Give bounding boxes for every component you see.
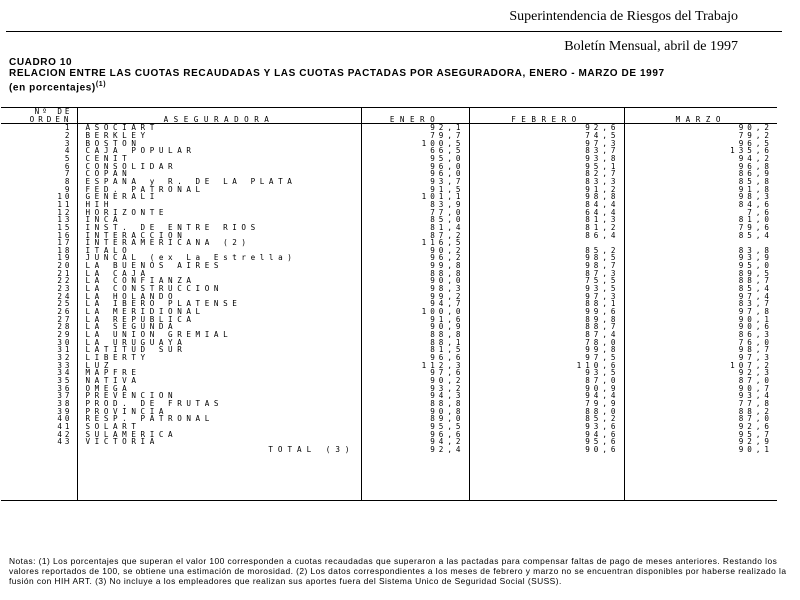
table-row [1,431,777,439]
total-marzo: 90,1 [624,446,777,454]
table-row [1,308,777,316]
row-number: 8 [64,177,73,186]
row-number: 26 [57,308,73,316]
table-row [1,170,777,178]
value-febrero: 95,1 [469,163,624,171]
value-marzo: 92,6 [624,423,777,431]
row-number: 34 [57,369,73,377]
table-row [1,285,777,293]
value-marzo: 98,3 [624,193,777,201]
cuadro-number: CUADRO 10 [9,57,73,68]
value-marzo: 93,9 [624,254,777,262]
insurer-name: ASOCIART [77,124,361,132]
value-marzo: 135,6 [624,147,777,155]
row-number: 27 [57,315,73,324]
value-marzo: 107,2 [624,362,777,370]
table-row [1,354,777,362]
insurer-name: HORIZONTE [77,209,361,217]
value-marzo: 79,6 [624,224,777,232]
value-febrero: 91,2 [469,186,624,194]
value-marzo: 97,8 [624,308,777,316]
value-febrero: 88,1 [469,300,624,308]
value-marzo: 93,4 [624,392,777,400]
table-row [1,316,777,324]
value-febrero: 85,2 [469,415,624,423]
value-enero: 96,6 [361,354,469,362]
table-body [1,124,777,500]
value-febrero [469,239,624,247]
col-orden-top: Nº DE [34,107,73,116]
value-enero: 100,5 [361,140,469,148]
value-marzo: 94,2 [624,155,777,163]
value-febrero: 89,8 [469,316,624,324]
table-row [1,193,777,201]
value-marzo: 98,7 [624,346,777,354]
org-title: Superintendencia de Riesgos del Trabajo [509,9,738,24]
table-row [1,408,777,416]
value-enero: 99,2 [361,293,469,301]
table-row [1,293,777,301]
value-marzo: 88,7 [624,277,777,285]
value-marzo: 7,6 [624,209,777,217]
value-enero: 94,3 [361,392,469,400]
insurer-name: PROD. DE FRUTAS [77,400,361,408]
value-enero: 88,8 [361,331,469,339]
value-enero: 88,1 [361,339,469,347]
value-febrero: 93,8 [469,155,624,163]
row-number: 35 [57,376,73,385]
value-febrero: 98,8 [469,193,624,201]
value-febrero: 84,4 [469,201,624,209]
value-febrero: 75,5 [469,277,624,285]
table-row [1,124,777,132]
row-number: 28 [57,323,73,332]
row-number: 2 [64,131,73,140]
value-marzo: 95,0 [624,262,777,270]
value-marzo: 83,8 [624,247,777,255]
table-row [1,270,777,278]
insurer-name: SULAMERICA [77,431,361,439]
value-enero: 66,5 [361,147,469,155]
table-footer-space [1,454,777,501]
value-marzo: 95,7 [624,431,777,439]
table-row [1,209,777,217]
value-enero: 93,2 [361,385,469,393]
insurer-name: NATIVA [77,377,361,385]
insurer-name: SOLART [77,423,361,431]
value-marzo: 77,8 [624,400,777,408]
value-febrero: 92,6 [469,124,624,132]
header-rule [6,31,782,32]
value-enero: 112,3 [361,362,469,370]
insurer-name: LA MERIDIONAL [77,308,361,316]
table-row [1,232,777,240]
total-spacer [1,446,77,454]
value-marzo: 90,6 [624,323,777,331]
table-row [1,377,777,385]
value-marzo: 96,8 [624,163,777,171]
table-row [1,247,777,255]
row-number: 20 [57,262,73,270]
value-febrero: 97,3 [469,293,624,301]
value-marzo: 85,8 [624,178,777,186]
table-row [1,239,777,247]
value-febrero: 81,2 [469,224,624,232]
value-febrero: 83,3 [469,178,624,186]
insurer-name: CONSOLIDAR [77,163,361,171]
value-febrero: 86,4 [469,232,624,240]
table-row [1,362,777,370]
value-marzo: 90,2 [624,124,777,132]
table-row [1,147,777,155]
table-row [1,140,777,148]
insurer-name: PROVINCIA [77,408,361,416]
insurer-name: ESPAÑA y R. DE LA PLATA [77,178,361,186]
value-enero: 94,2 [361,438,469,446]
row-number: 33 [57,361,73,370]
value-marzo: 76,0 [624,339,777,347]
insurer-name: LUZ [77,362,361,370]
insurer-name: BOSTON [77,140,361,148]
table-row [1,331,777,339]
table-row [1,277,777,285]
table-row [1,385,777,393]
value-marzo: 92,3 [624,369,777,377]
value-enero: 90,9 [361,323,469,331]
value-enero: 77,0 [361,209,469,217]
bulletin-title: Boletín Mensual, abril de 1997 [564,39,738,54]
row-number: 12 [57,208,73,217]
insurer-name: HIH [77,201,361,209]
insurer-name: PREVENCION [77,392,361,400]
value-enero: 98,3 [361,285,469,293]
table-row [1,216,777,224]
table-row [1,201,777,209]
notes: Notas: (1) Los porcentajes que superan el valor 100 corresponden a cuotas recaudadas que superaron a las pactadas para compensar faltas de pago de meses anteriores. Restando los valores reportados de 100, se obtiene una estimación de morosidad. (2) Los datos correspondientes a los meses de febrero y marzo no se encuentran disponibles por haberse realizado la fusión con HIH ART. (3) No incluye a los empleadores que realizan sus aportes fuera del Sistema Unico de Seguridad Social (SUSS). [9,556,787,586]
table-row [1,132,777,140]
row-number: 5 [64,154,73,163]
value-febrero: 99,6 [469,308,624,316]
value-enero: 92,1 [361,124,469,132]
cuadro-title: RELACION ENTRE LAS CUOTAS RECAUDADAS Y LAS CUOTAS PACTADAS POR ASEGURADORA, ENERO - MARZO DE 1997 [9,68,665,79]
value-marzo: 84,6 [624,201,777,209]
total-row [1,446,777,454]
data-table [1,107,777,501]
value-febrero: 83,7 [469,147,624,155]
row-number: 6 [64,162,73,171]
row-number: 29 [57,331,73,339]
value-marzo: 90,1 [624,316,777,324]
row-number: 39 [57,407,73,416]
total-label: TOTAL (3) [77,446,361,454]
table-row [1,369,777,377]
insurer-name: LA SEGUNDA [77,323,361,331]
row-number: 21 [57,269,73,278]
insurer-name: LA URUGUAYA [77,339,361,347]
value-febrero: 81,3 [469,216,624,224]
value-enero: 87,2 [361,232,469,240]
row-number: 3 [64,139,73,148]
row-number: 30 [57,338,73,347]
col-enero: ENERO [361,116,469,124]
row-number: 36 [57,384,73,393]
value-marzo [624,239,777,247]
value-enero: 100,0 [361,308,469,316]
insurer-name: LA BUENOS AIRES [77,262,361,270]
insurer-name: COPAN [77,170,361,178]
value-febrero: 98,5 [469,254,624,262]
total-enero: 92,4 [361,446,469,454]
value-enero: 91,6 [361,316,469,324]
value-marzo: 91,8 [624,186,777,194]
value-enero: 79,7 [361,132,469,140]
row-number: 9 [64,185,73,194]
row-number: 37 [57,392,73,400]
row-number: 24 [57,292,73,301]
value-enero: 81,5 [361,346,469,354]
table-row [1,400,777,408]
col-marzo: MARZO [624,116,777,124]
insurer-name: LIBERTY [77,354,361,362]
insurer-name: INCA [77,216,361,224]
insurer-name: VICTORIA [77,438,361,446]
value-marzo: 92,9 [624,438,777,446]
insurer-name: LA CONSTRUCCION [77,285,361,293]
insurer-name: INTERAMERICANA (2) [77,239,361,247]
value-enero: 96,2 [361,254,469,262]
value-enero: 96,6 [361,431,469,439]
table-row [1,155,777,163]
row-number: 18 [57,246,73,255]
value-marzo: 88,2 [624,408,777,416]
table-row [1,300,777,308]
value-febrero: 97,5 [469,354,624,362]
cuadro-unit: (en porcentajes) [9,82,96,94]
insurer-name: LA UNION GREMIAL [77,331,361,339]
value-marzo: 87,0 [624,377,777,385]
value-enero: 99,8 [361,262,469,270]
cuadro-unit-line [9,79,665,93]
row-number: 40 [57,415,73,423]
row-number: 32 [57,354,73,362]
value-enero: 90,2 [361,247,469,255]
value-marzo: 97,4 [624,293,777,301]
value-febrero: 93,5 [469,369,624,377]
insurer-name: LA CAJA [77,270,361,278]
row-number: 23 [57,285,73,293]
value-febrero: 95,6 [469,438,624,446]
col-orden: ORDEN [1,116,77,124]
row-number: 13 [57,216,73,224]
insurer-name: LA IBERO PLATENSE [77,300,361,308]
table-row [1,186,777,194]
insurer-name: OMEGA [77,385,361,393]
value-enero: 89,0 [361,415,469,423]
value-enero: 96,0 [361,170,469,178]
insurer-name: CAJA POPULAR [77,147,361,155]
row-number: 43 [57,438,73,446]
insurer-name: CENIT [77,155,361,163]
table-row [1,392,777,400]
row-number: 19 [57,254,73,263]
value-febrero: 99,8 [469,346,624,354]
value-febrero: 79,9 [469,400,624,408]
value-marzo: 90,7 [624,385,777,393]
insurer-name: FED. PATRONAL [77,186,361,194]
value-marzo: 85,4 [624,285,777,293]
table-row [1,339,777,347]
value-enero: 91,5 [361,186,469,194]
row-number: 41 [57,422,73,431]
value-enero: 95,5 [361,423,469,431]
total-febrero: 90,6 [469,446,624,454]
row-number: 17 [57,239,73,247]
value-marzo: 85,4 [624,232,777,240]
row-number: 7 [64,170,73,178]
table-row [1,323,777,331]
value-febrero: 87,3 [469,270,624,278]
table-row [1,438,777,446]
row-number: 25 [57,300,73,309]
value-enero: 88,8 [361,400,469,408]
value-enero: 93,7 [361,178,469,186]
insurer-name: LA REPUBLICA [77,316,361,324]
value-marzo: 96,5 [624,140,777,148]
row-number: 1 [64,123,73,132]
value-febrero: 88,7 [469,323,624,331]
value-febrero: 64,4 [469,209,624,217]
value-enero: 97,6 [361,369,469,377]
table-row [1,163,777,171]
value-febrero: 98,7 [469,262,624,270]
value-enero: 83,9 [361,201,469,209]
value-enero: 95,0 [361,155,469,163]
value-enero: 81,4 [361,224,469,232]
insurer-name: MAPFRE [77,369,361,377]
row-number: 16 [57,231,73,240]
value-enero: 94,7 [361,300,469,308]
table-caption [9,57,665,93]
insurer-name: INST. DE ENTRE RÍOS [77,224,361,232]
value-enero: 116,5 [361,239,469,247]
value-febrero: 87,0 [469,377,624,385]
insurer-name: INTERACCION [77,232,361,240]
value-marzo: 83,7 [624,300,777,308]
table-row [1,254,777,262]
cuadro-unit-note: (1) [95,81,107,88]
value-marzo: 89,5 [624,270,777,278]
value-marzo: 81,0 [624,216,777,224]
insurer-name: BERKLEY [77,132,361,140]
value-enero: 101,1 [361,193,469,201]
insurer-name: ITALO [77,247,361,255]
value-febrero: 82,7 [469,170,624,178]
table-row [1,262,777,270]
row-number: 10 [57,193,73,201]
row-number: 22 [57,277,73,286]
row-number: 31 [57,346,73,354]
value-febrero: 97,3 [469,140,624,148]
value-marzo: 97,3 [624,354,777,362]
value-febrero: 87,4 [469,331,624,339]
insurer-name: LATITUD SUR [77,346,361,354]
value-marzo: 86,3 [624,331,777,339]
value-enero: 90,0 [361,277,469,285]
value-marzo: 87,0 [624,415,777,423]
value-febrero: 93,6 [469,423,624,431]
col-febrero: FEBRERO [469,116,624,124]
value-marzo: 79,2 [624,132,777,140]
value-febrero: 74,5 [469,132,624,140]
insurer-name: GENERALI [77,193,361,201]
value-febrero: 88,0 [469,408,624,416]
insurer-name: JUNCAL (ex La Estrella) [77,254,361,262]
value-febrero: 90,9 [469,385,624,393]
insurer-name: RESP. PATRONAL [77,415,361,423]
value-febrero: 94,6 [469,431,624,439]
value-febrero: 78,0 [469,339,624,347]
table-row [1,224,777,232]
value-febrero: 85,2 [469,247,624,255]
value-febrero: 94,4 [469,392,624,400]
row-number: 15 [57,223,73,232]
row-number: 4 [64,147,73,155]
value-enero: 90,2 [361,377,469,385]
insurer-name: LA HOLANDO [77,293,361,301]
row-number: 11 [57,200,73,209]
table-row [1,415,777,423]
row-number: 38 [57,399,73,408]
col-aseguradora: ASEGURADORA [77,116,361,124]
insurer-name: LA CONFIANZA [77,277,361,285]
value-marzo: 86,9 [624,170,777,178]
table-row [1,346,777,354]
value-enero: 90,8 [361,408,469,416]
table-row [1,178,777,186]
row-number: 42 [57,430,73,439]
value-febrero: 110,6 [469,362,624,370]
value-enero: 85,0 [361,216,469,224]
table-row [1,423,777,431]
value-enero: 96,0 [361,163,469,171]
value-enero: 88,8 [361,270,469,278]
value-febrero: 93,5 [469,285,624,293]
